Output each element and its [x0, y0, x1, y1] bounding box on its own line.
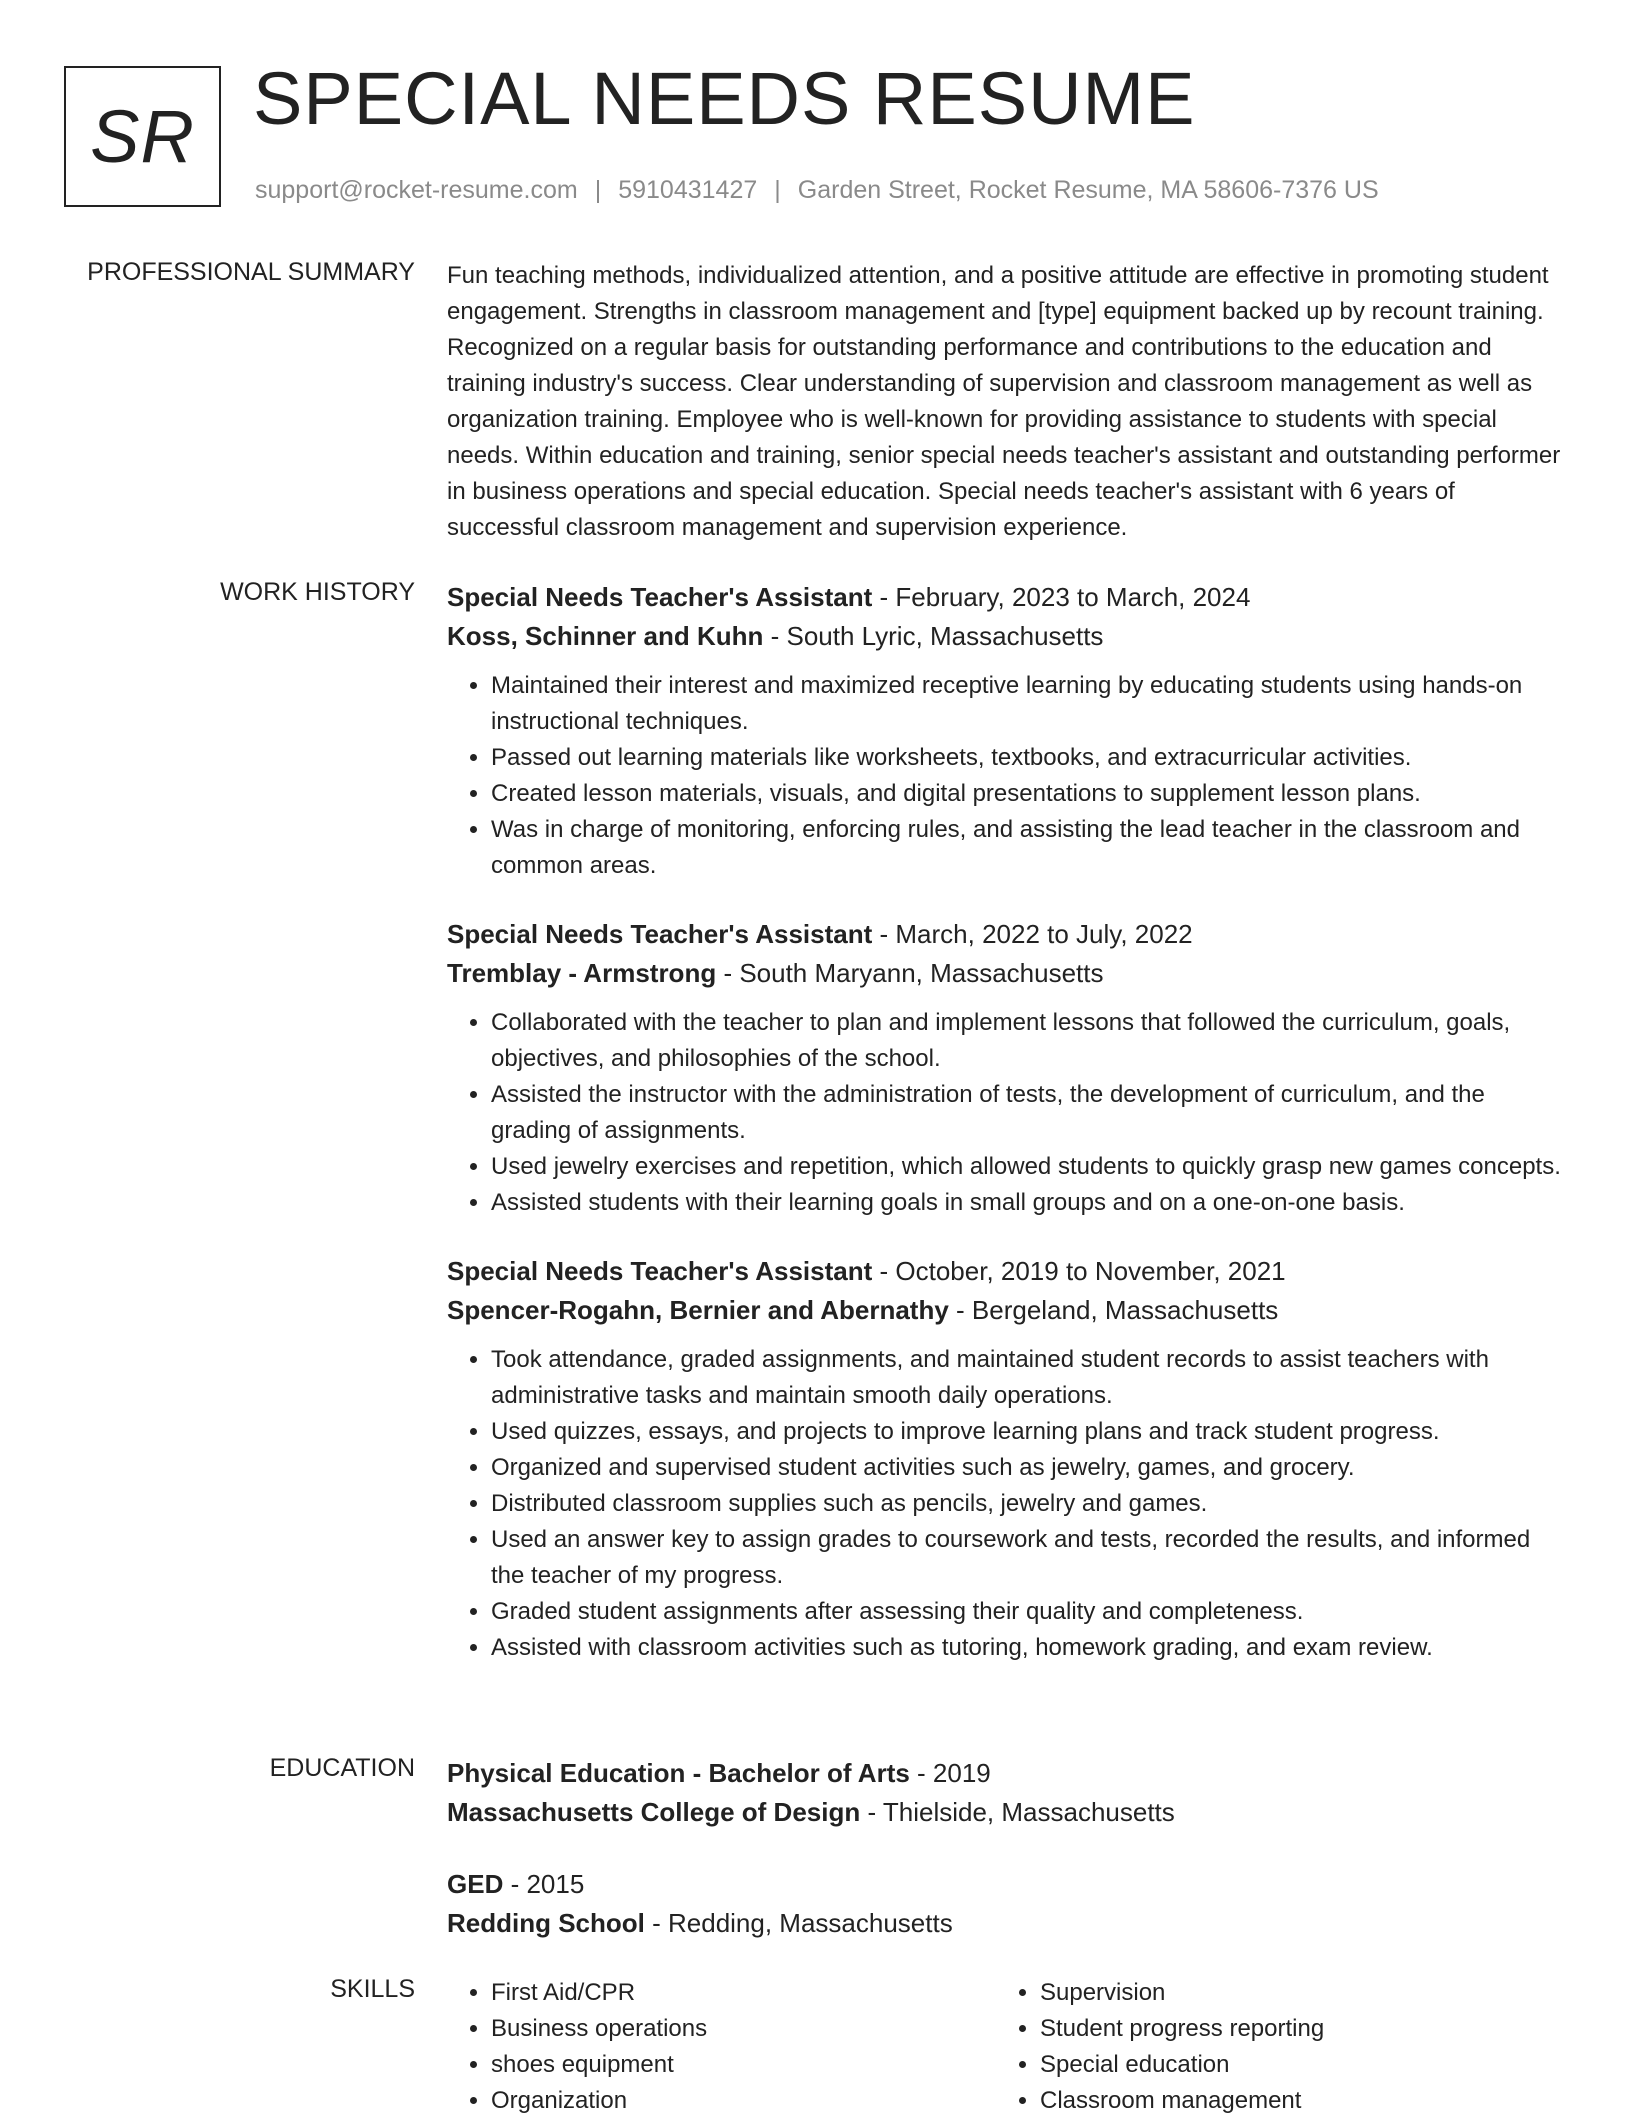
school-location: - Redding, Massachusetts [644, 1908, 953, 1938]
job-company: Spencer-Rogahn, Bernier and Abernathy [447, 1295, 949, 1325]
job-bullet: • Created lesson materials, visuals, and digital presentations to supplement lesson plans. [491, 776, 1567, 812]
education-entry [447, 1754, 1567, 1832]
job-bullets [447, 668, 1567, 884]
contact-address: Garden Street, Rocket Resume, MA 58606-7376 US [797, 176, 1379, 204]
degree: Physical Education - Bachelor of Arts [447, 1758, 910, 1788]
degree-year: - 2019 [909, 1758, 991, 1788]
job-bullet: • Assisted the instructor with the administration of tests, the development of curriculum, and the grading of assignments. [491, 1077, 1567, 1149]
job-bullet: • Used jewelry exercises and repetition, which allowed students to quickly grasp new games concepts. [491, 1149, 1567, 1185]
summary-heading: PROFESSIONAL SUMMARY [87, 258, 415, 286]
job-title-line [447, 578, 1567, 617]
contact-separator: | [594, 176, 602, 204]
job-dates: - October, 2019 to November, 2021 [872, 1256, 1286, 1286]
skills-list-left [447, 1975, 996, 2119]
skill-item: • Organization [491, 2083, 996, 2119]
education-entry [447, 1865, 1567, 1943]
school-line [447, 1793, 1567, 1832]
job-entry [447, 1252, 1567, 1666]
job-entry [447, 578, 1567, 884]
job-company-line [447, 617, 1567, 656]
job-dates: - March, 2022 to July, 2022 [872, 919, 1193, 949]
skills-heading: SKILLS [330, 1975, 415, 2003]
job-bullet: • Used an answer key to assign grades to coursework and tests, recorded the results, and informed the teacher of my progress. [491, 1522, 1567, 1594]
job-bullets [447, 1342, 1567, 1666]
contact-phone[interactable]: 5910431427 [618, 176, 758, 204]
job-bullet: • Assisted with classroom activities such as tutoring, homework grading, and exam review. [491, 1630, 1567, 1666]
summary-body [447, 258, 1567, 546]
job-dates: - February, 2023 to March, 2024 [872, 582, 1251, 612]
school: Massachusetts College of Design [447, 1797, 861, 1827]
job-location: - South Maryann, Massachusetts [716, 958, 1104, 988]
education-heading: EDUCATION [269, 1754, 415, 1782]
skill-item: • Supervision [1040, 1975, 1545, 2011]
education-body [447, 1754, 1567, 1976]
job-bullets [447, 1005, 1567, 1221]
job-title-line [447, 915, 1567, 954]
skills-columns [447, 1975, 1567, 2119]
skill-item: • Student progress reporting [1040, 2011, 1545, 2047]
job-company: Tremblay - Armstrong [447, 958, 717, 988]
job-location: - South Lyric, Massachusetts [763, 621, 1104, 651]
job-bullet: • Passed out learning materials like worksheets, textbooks, and extracurricular activities. [491, 740, 1567, 776]
school: Redding School [447, 1908, 645, 1938]
skill-item: • Classroom management [1040, 2083, 1545, 2119]
job-company: Koss, Schinner and Kuhn [447, 621, 764, 651]
skill-item: • shoes equipment [491, 2047, 996, 2083]
school-location: - Thielside, Massachusetts [860, 1797, 1175, 1827]
school-line [447, 1904, 1567, 1943]
job-title-line [447, 1252, 1567, 1291]
contact-separator: | [774, 176, 781, 204]
job-bullet: • Assisted students with their learning goals in small groups and on a one-on-one basis. [491, 1185, 1567, 1221]
skills-body [447, 1975, 1567, 2119]
job-location: - Bergeland, Massachusetts [948, 1295, 1279, 1325]
job-title: Special Needs Teacher's Assistant [447, 1256, 873, 1286]
job-bullet: • Graded student assignments after assessing their quality and completeness. [491, 1594, 1567, 1630]
work-history-body [447, 578, 1567, 1697]
job-bullet: • Used quizzes, essays, and projects to improve learning plans and track student progress. [491, 1414, 1567, 1450]
job-company-line [447, 954, 1567, 993]
summary-text: Fun teaching methods, individualized attention, and a positive attitude are effective in promoting student engagement. Strengths in classroom management and [type] equipment backed up by recount training. Recognized on a regular basis for outstanding performance and contributions to the education and training industry's success. Clear understanding of supervision and classroom management as well as organization training. Employee who is well-known for providing assistance to students with special needs. Within education and training, senior special needs teacher's assistant and outstanding performer in business operations and special education. Special needs teacher's assistant with 6 years of successful classroom management and supervision experience. [447, 262, 1561, 541]
skill-item: • First Aid/CPR [491, 1975, 996, 2011]
resume-title: SPECIAL NEEDS RESUME [253, 57, 1196, 140]
job-bullet: • Maintained their interest and maximized receptive learning by educating students using hands-on instructional techniques. [491, 668, 1567, 740]
job-bullet: • Was in charge of monitoring, enforcing rules, and assisting the lead teacher in the classroom and common areas. [491, 812, 1567, 884]
degree: GED [447, 1869, 504, 1899]
job-bullet: • Collaborated with the teacher to plan and implement lessons that followed the curriculum, goals, objectives, and philosophies of the school. [491, 1005, 1567, 1077]
job-entry [447, 915, 1567, 1221]
job-bullet: • Organized and supervised student activities such as jewelry, games, and grocery. [491, 1450, 1567, 1486]
contact-email[interactable]: support@rocket-resume.com [255, 176, 578, 204]
job-bullet: • Took attendance, graded assignments, and maintained student records to assist teachers with administrative tasks and maintain smooth daily operations. [491, 1342, 1567, 1414]
job-bullet: • Distributed classroom supplies such as pencils, jewelry and games. [491, 1486, 1567, 1522]
monogram: SR [64, 66, 221, 207]
contact-line [255, 176, 1379, 205]
work-history-heading: WORK HISTORY [220, 578, 415, 606]
job-company-line [447, 1291, 1567, 1330]
job-title: Special Needs Teacher's Assistant [447, 582, 873, 612]
skill-item: • Business operations [491, 2011, 996, 2047]
degree-line [447, 1754, 1567, 1793]
skills-list-right [996, 1975, 1545, 2119]
degree-year: - 2015 [503, 1869, 585, 1899]
job-title: Special Needs Teacher's Assistant [447, 919, 873, 949]
skill-item: • Special education [1040, 2047, 1545, 2083]
degree-line [447, 1865, 1567, 1904]
